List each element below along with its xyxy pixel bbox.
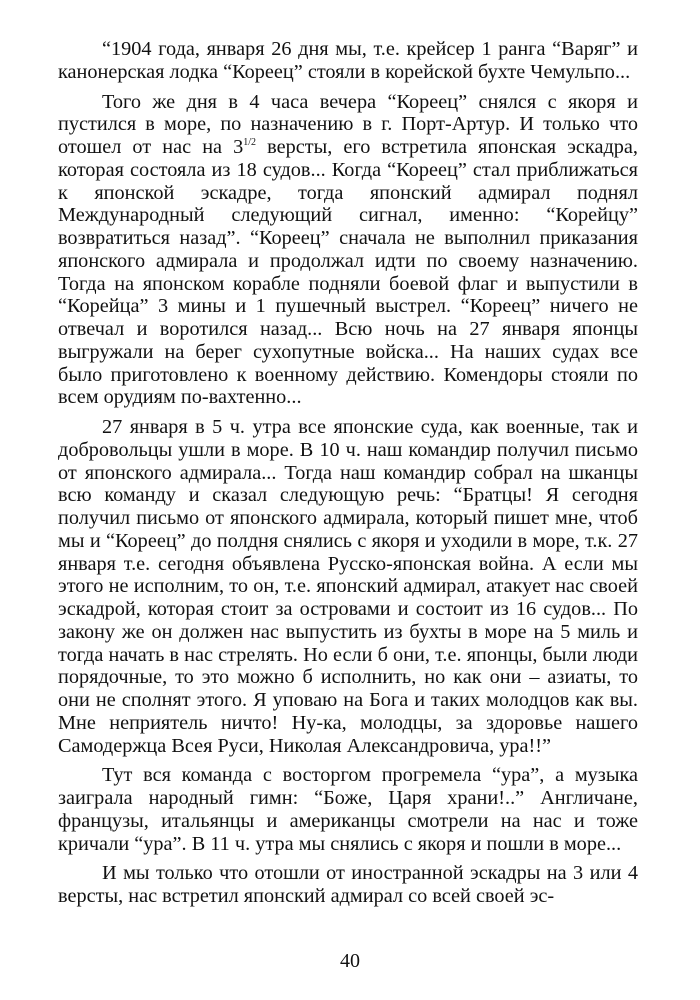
document-body (58, 38, 638, 908)
paragraph: 27 января в 5 ч. утра все японские суда, как военные, так и добровольцы ушли в море. В 10 ч. наш командир получил письмо от японского адмирала... Тогда наш командир собрал на шканцы всю команду и сказал следующую речь: “Братцы! Я сегодня получил письмо от японского адмирала, который пишет мне, чтоб мы и “Кореец” до полдня снялись с якоря и уходили в море, т.к. 27 января т.е. сегодня объявлена Русско-японская война. А если мы этого не исполним, то он, т.е. японский адмирал, атакует нас своей эскадрой, которая стоит за островами и состоит из 16 судов... По закону же он должен нас выпустить из бухты в море на 5 миль и тогда начать в нас стрелять. Но если б они, т.е. японцы, были люди порядочные, то это можно б исполнить, но как они – азиаты, то они не сполнят этого. Я уповаю на Бога и таких молодцов как вы. Мне неприятель ничто! Ну-ка, молодцы, за здоровье нашего Самодержца Всея Руси, Николая Александровича, ура!!” (58, 416, 638, 757)
paragraph (58, 91, 638, 410)
paragraph-text: версты, его встретила японская эскадра, которая состояла из 18 судов... Когда “Кореец” стал приближаться к японской эскадре, тогда японский адмирал поднял Международный следующий сигнал, именно: “Корейцу” возвратиться назад”. “Кореец” сначала не выполнил приказания японского адмирала и продолжал идти по своему назначению. Тогда на японском корабле подняли боевой флаг и выпустили в “Корейца” 3 мины и 1 пушечный выстрел. “Кореец” ничего не отвечал и воротился назад... Всю ночь на 27 января японцы выгружали на берег сухопутные войска... На наших судах все было приготовлено к военному действию. Комендоры стояли по всем орудиям по-вахтенно... (58, 136, 638, 409)
paragraph: И мы только что отошли от иностранной эскадры на 3 или 4 версты, нас встретил японский адмирал со всей своей эс- (58, 862, 638, 907)
paragraph: “1904 года, января 26 дня мы, т.е. крейсер 1 ранга “Варяг” и канонерская лодка “Кореец” стояли в корейской бухте Чемульпо... (58, 38, 638, 83)
fraction-superscript: 1/2 (243, 137, 257, 148)
page-number: 40 (340, 950, 360, 972)
paragraph-text: Того же дня в 4 часа вечера “Кореец” снялся с якоря и пустился в море, по назначению в г. Порт-Артур. И только что отошел от нас на 3 (58, 90, 638, 158)
paragraph: Тут вся команда с восторгом прогремела “ура”, а музыка заиграла народный гимн: “Боже, Царя храни!..” Англичане, французы, итальянцы и американцы смотрели на нас и тоже кричали “ура”. В 11 ч. утра мы снялись с якоря и пошли в море... (58, 764, 638, 855)
